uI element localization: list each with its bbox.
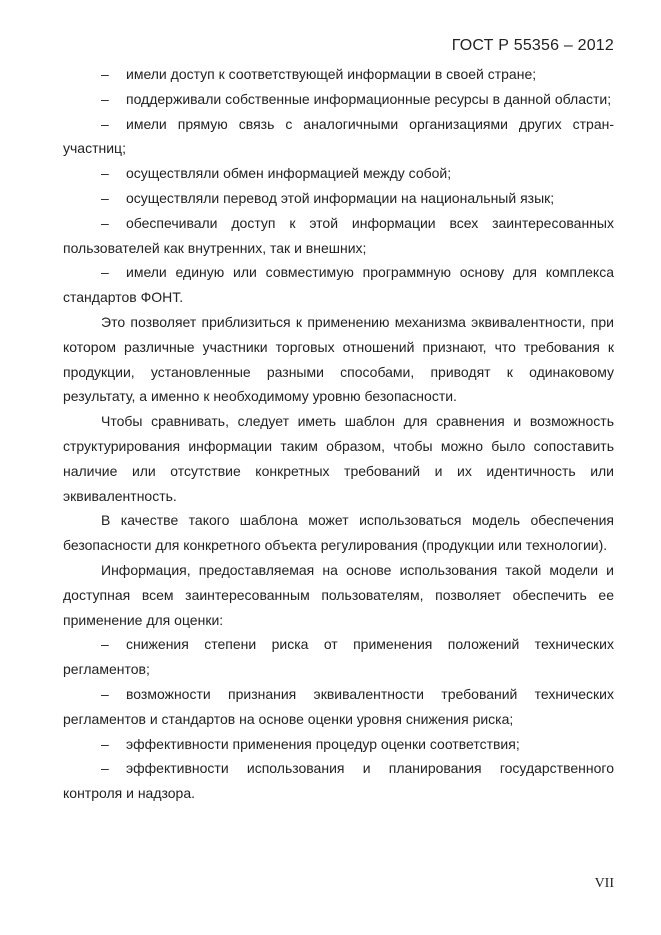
dash-marker: –: [101, 735, 109, 752]
dash-marker: –: [101, 214, 109, 231]
dash-marker: –: [101, 636, 109, 653]
list-item-text: эффективности использования и планирования государственного контроля и надзора.: [63, 760, 614, 802]
dash-marker: –: [101, 189, 109, 206]
list-item-text: возможности признания эквивалентности требований технических регламентов и стандартов на основе оценки уровня снижения риска;: [63, 685, 614, 727]
list-item: [63, 62, 614, 87]
list-item: [63, 87, 614, 112]
document-code-header: ГОСТ Р 55356 – 2012: [451, 37, 614, 54]
list-item-text: эффективности применения процедур оценки соответствия;: [126, 735, 520, 752]
page-number: VII: [594, 876, 614, 891]
list-item-text: снижения степени риска от применения положений технических регламентов;: [63, 636, 614, 678]
list-item: [63, 682, 614, 732]
list-item: [63, 756, 614, 806]
list-item: [63, 211, 614, 261]
list-item-text: осуществляли обмен информацией между собой;: [126, 165, 452, 182]
paragraph-comparison-template: Чтобы сравнивать, следует иметь шаблон для сравнения и возможность структурирования информации таким образом, чтобы можно было сопоставить наличие или отсутствие конкретных требований и их идентичность или эквивалентность.: [63, 413, 614, 504]
list-item: [63, 732, 614, 757]
list-item-text: поддерживали собственные информационные ресурсы в данной области;: [126, 90, 612, 107]
dash-marker: –: [101, 685, 109, 702]
dash-marker: –: [101, 115, 109, 132]
list-item-text: имели доступ к соответствующей информации в своей стране;: [126, 66, 537, 82]
list-item: [63, 112, 614, 162]
list-item: [63, 161, 614, 186]
list-item-text: обеспечивали доступ к этой информации всех заинтересованных пользователей как внутренних, так и внешних;: [63, 214, 614, 256]
dash-marker: –: [101, 90, 109, 107]
paragraph-safety-model: В качестве такого шаблона может использоваться модель обеспечения безопасности для конкретного объекта регулирования (продукции или технологии).: [63, 512, 614, 554]
dash-marker: –: [101, 264, 109, 281]
list-item-text: имели прямую связь с аналогичными организациями других стран-участниц;: [63, 115, 614, 157]
dash-marker: –: [101, 165, 109, 182]
paragraph-information-use: Информация, предоставляемая на основе использования такой модели и доступная всем заинтересованным пользователям, позволяет обеспечить ее применение для оценки:: [63, 561, 614, 628]
dash-marker: –: [101, 760, 109, 777]
list-item-text: осуществляли перевод этой информации на национальный язык;: [126, 189, 555, 206]
dash-marker: –: [101, 66, 109, 82]
document-body: [63, 62, 614, 806]
list-item: [63, 260, 614, 310]
paragraph-equivalence: Это позволяет приблизиться к применению механизма эквивалентности, при котором различные участники торговых отношений признают, что требования к продукции, установленные разными способами, приводят к одинаковому результату, а именно к необходимому уровню безопасности.: [63, 313, 614, 405]
list-item: [63, 632, 614, 682]
list-item-text: имели единую или совместимую программную основу для комплекса стандартов ФОНТ.: [63, 264, 614, 306]
list-item: [63, 186, 614, 211]
